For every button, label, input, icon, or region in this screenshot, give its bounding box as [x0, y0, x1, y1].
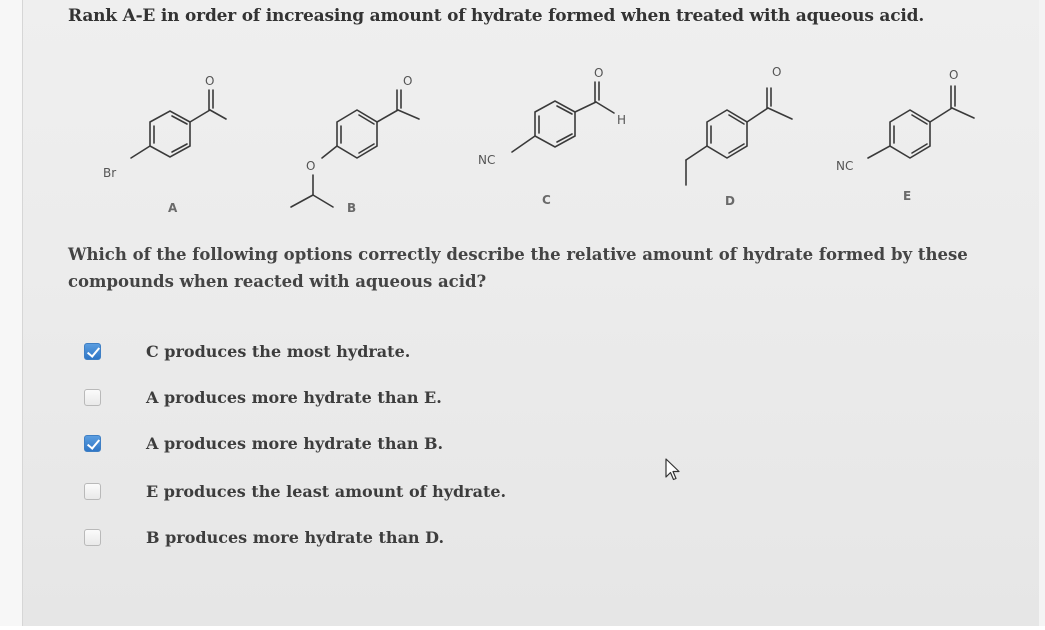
molecule-letter-e: E: [903, 189, 912, 203]
option-row[interactable]: [84, 479, 684, 509]
option-row[interactable]: [84, 385, 684, 415]
molecule-letter-b: B: [347, 201, 357, 215]
option-checkbox[interactable]: [84, 529, 101, 546]
carbonyl-o-label-e: O: [949, 68, 959, 82]
checkmark-icon: [87, 344, 100, 358]
substituent-label-c: NC: [478, 153, 496, 167]
checkmark-icon: [87, 436, 100, 450]
molecule-b: [291, 74, 419, 215]
carbonyl-o-label-d: O: [772, 65, 782, 79]
option-row[interactable]: [84, 431, 684, 461]
mouse-pointer-icon: [664, 458, 682, 482]
substituent-label-b: O: [306, 159, 316, 173]
option-checkbox[interactable]: [84, 435, 101, 452]
substituent-label-a: Br: [103, 166, 117, 180]
option-label[interactable]: A produces more hydrate than B.: [146, 434, 444, 453]
carbonyl-o-label-a: O: [205, 74, 215, 88]
option-checkbox[interactable]: [84, 483, 101, 500]
molecule-d: [686, 65, 792, 208]
molecule-letter-c: C: [542, 193, 551, 207]
option-label[interactable]: A produces more hydrate than E.: [146, 388, 442, 407]
option-label[interactable]: C produces the most hydrate.: [146, 342, 411, 361]
molecule-c: [478, 66, 626, 207]
sub-question-text: Which of the following options correctly describe the relative amount of hydrate formed by these compounds when reacted with aqueous acid?: [68, 245, 968, 291]
molecule-structures: [0, 0, 1045, 230]
option-row[interactable]: [84, 339, 684, 369]
molecule-letter-d: D: [725, 194, 735, 208]
carbonyl-o-label-b: O: [403, 74, 413, 88]
aldehyde-h-label-c: H: [617, 113, 627, 127]
substituent-label-e: NC: [836, 159, 854, 173]
molecule-letter-a: A: [168, 201, 178, 215]
carbonyl-o-label-c: O: [594, 66, 604, 80]
option-label[interactable]: B produces more hydrate than D.: [146, 528, 445, 547]
question-title: Rank A-E in order of increasing amount of hydrate formed when treated with aqueous acid.: [68, 6, 925, 26]
bottom-edge: [0, 626, 1045, 630]
option-row[interactable]: [84, 525, 684, 555]
molecule-a: [103, 74, 226, 215]
option-label[interactable]: E produces the least amount of hydrate.: [146, 482, 507, 501]
option-checkbox[interactable]: [84, 343, 101, 360]
option-checkbox[interactable]: [84, 389, 101, 406]
molecule-e: [836, 68, 974, 203]
